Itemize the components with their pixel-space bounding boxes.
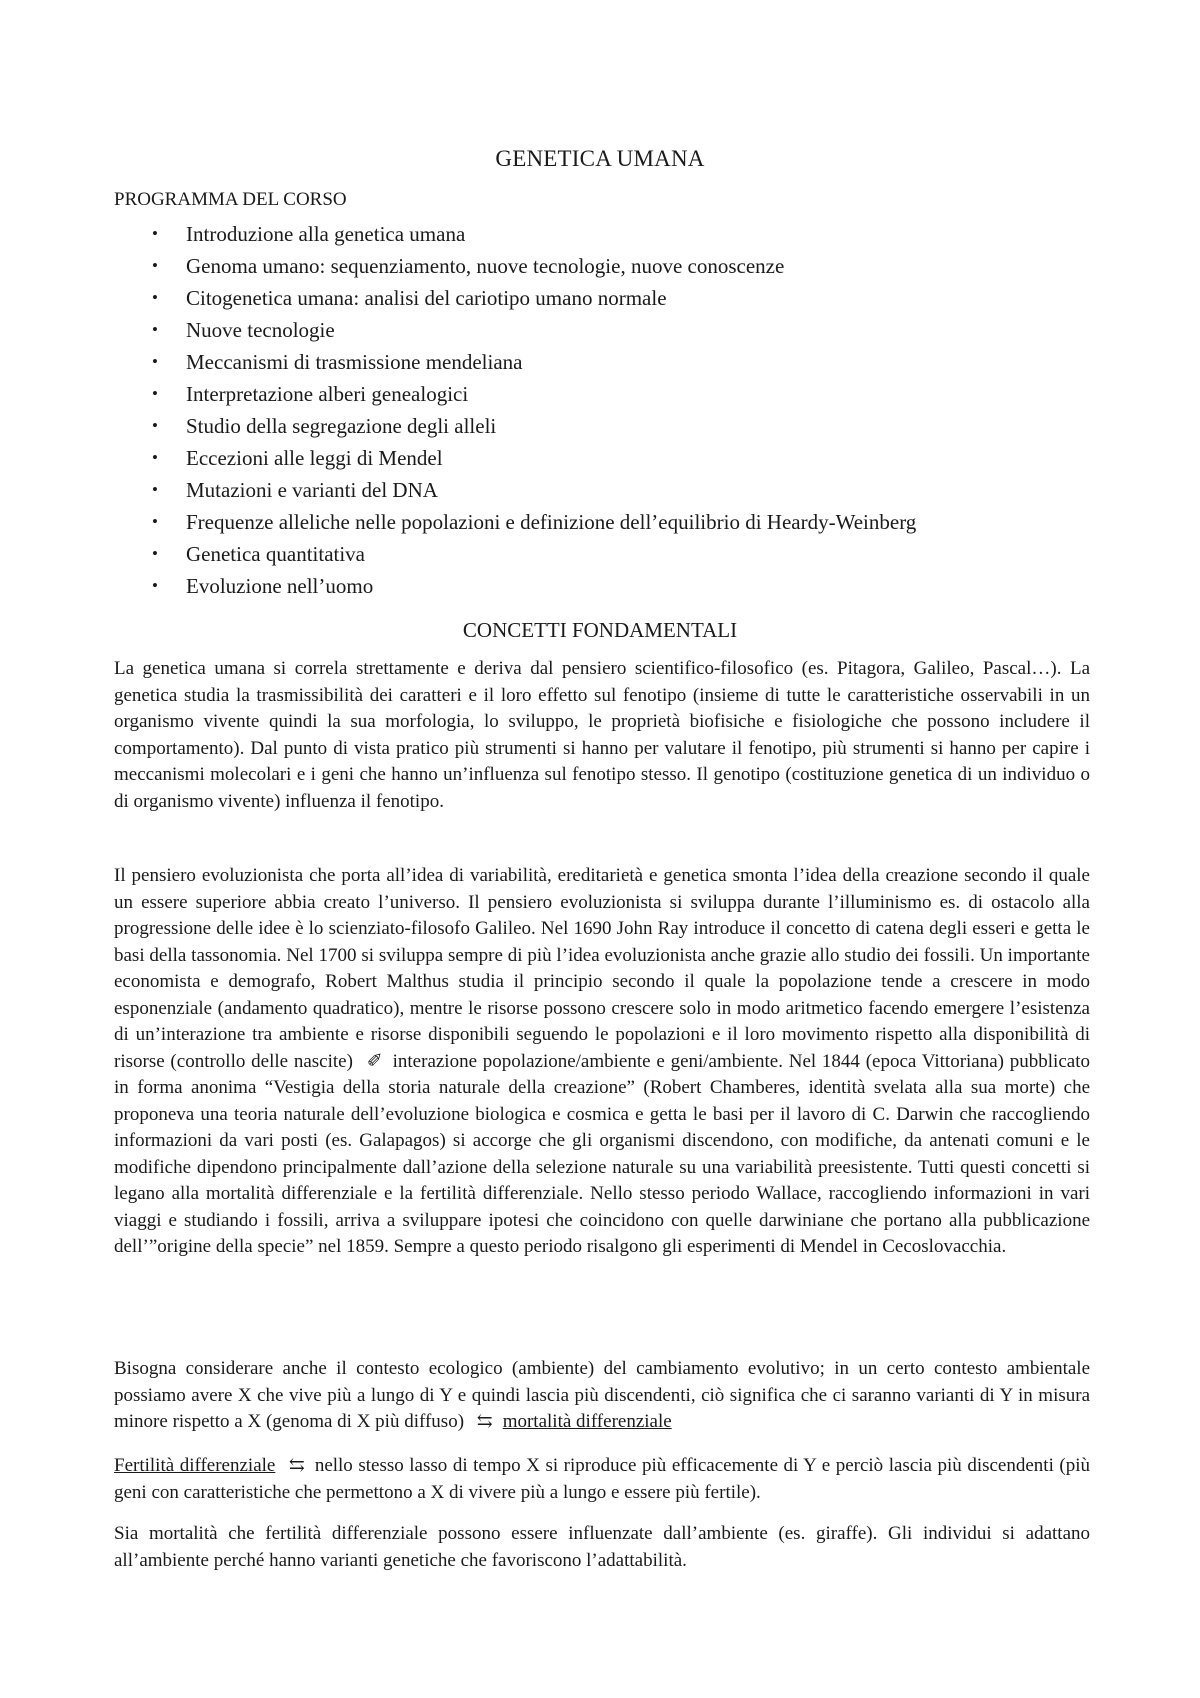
program-item-meccanismi	[114, 346, 1094, 378]
program-item-label: Introduzione alla genetica umana	[186, 222, 466, 246]
program-item-segregazione	[114, 410, 1094, 442]
bullet-icon: •	[152, 576, 158, 595]
program-item-label: Interpretazione alberi genealogici	[186, 382, 469, 406]
program-item-label: Genoma umano: sequenziamento, nuove tecnologie, nuove conoscenze	[186, 254, 785, 278]
bullet-icon: •	[152, 480, 158, 499]
paragraph-fertilita	[114, 1453, 1090, 1506]
pencil-icon: ✐	[366, 1050, 383, 1072]
bullet-icon: •	[152, 288, 158, 307]
bullet-icon: •	[152, 544, 158, 563]
program-item-label: Eccezioni alle leggi di Mendel	[186, 446, 443, 470]
program-list	[114, 218, 1094, 602]
bullet-icon: •	[152, 384, 158, 403]
paragraph-ambiente: Sia mortalità che fertilità differenziale possono essere influenzate dall’ambiente (es. giraffe). Gli individui si adattano all’ambiente perché hanno varianti genetiche che favoriscono l’adattabilità.	[114, 1523, 1090, 1571]
bullet-icon: •	[152, 256, 158, 275]
arrow-icon: ⇆	[288, 1455, 305, 1476]
bullet-icon: •	[152, 416, 158, 435]
section-title: CONCETTI FONDAMENTALI	[462, 618, 738, 642]
program-item-label: Nuove tecnologie	[186, 318, 335, 342]
program-item-label: Citogenetica umana: analisi del cariotipo umano normale	[186, 286, 667, 310]
bullet-icon: •	[152, 224, 158, 243]
program-item-quantitativa	[114, 538, 1094, 570]
bullet-icon: •	[152, 448, 158, 467]
program-item-label: Mutazioni e varianti del DNA	[186, 478, 438, 502]
paragraph-evoluzione-part-a: Il pensiero evoluzionista che porta all’idea di variabilità, ereditarietà e genetica smonta l’idea della creazione secondo il quale un essere superiore abbia creato l’universo. Il pensiero evoluzionista si sviluppa durante l’illuminismo es. di ostacolo alla progressione delle idee è lo scienziato-filosofo Galileo. Nel 1690 John Ray introduce il concetto di catena degli esseri e getta le basi della tassonomia. Nel 1700 si sviluppa sempre di più l’idea evoluzionista anche grazie allo studio dei fossili. Un importante economista e demografo, Robert Malthus studia il principio secondo il quale la popolazione tende a crescere in modo esponenziale (andamento quadratico), mentre le risorse possono crescere solo in modo aritmetico facendo emergere l’esistenza di un’interazione tra ambiente e risorse disponibili seguendo le popolazioni e il loro movimento rispetto alla disponibilità di risorse (controllo delle nascite)	[114, 865, 1090, 1072]
bullet-icon: •	[152, 352, 158, 371]
program-item-evoluzione	[114, 570, 1094, 602]
program-item-label: Meccanismi di trasmissione mendeliana	[186, 350, 523, 374]
term-fertilita-differenziale: Fertilità differenziale	[114, 1455, 276, 1476]
paragraph-intro: La genetica umana si correla strettamente e deriva dal pensiero scientifico-filosofico (es. Pitagora, Galileo, Pascal…). La genetica studia la trasmissibilità dei caratteri e il loro effetto sul fenotipo (insieme di tutte le caratteristiche osservabili in un organismo vivente quindi la sua morfologia, lo sviluppo, le proprietà biofisiche e fisiologiche che possono includere il comportamento). Dal punto di vista pratico più strumenti si hanno per valutare il fenotipo, più strumenti si hanno per capire i meccanismi molecolari e i geni che hanno un’influenza sul fenotipo stesso. Il genotipo (costituzione genetica di un individuo o di organismo vivente) influenza il fenotipo.	[114, 658, 1090, 812]
program-item-mutazioni	[114, 474, 1094, 506]
program-item-label: Evoluzione nell’uomo	[186, 574, 374, 598]
paragraph-contesto-text: Bisogna considerare anche il contesto ecologico (ambiente) del cambiamento evolutivo; in un certo contesto ambientale possiamo avere X che vive più a lungo di Y e quindi lascia più discendenti, ciò significa che ci saranno varianti di Y in misura minore rispetto a X (genoma di X più diffuso)	[114, 1358, 1090, 1432]
paragraph-evoluzione-part-b: interazione popolazione/ambiente e geni/ambiente. Nel 1844 (epoca Vittoriana) pubblicato in forma anonima “Vestigia della storia naturale della creazione” (Robert Chamberes, identità svelata alla sua morte) che proponeva una teoria naturale dell’evoluzione biologica e cosmica e getta le basi per il lavoro di C. Darwin che raccogliendo informazioni da vari posti (es. Galapagos) si accorge che gli organismi discendono, con modifiche, da antenati comuni e le modifiche dipendono principalmente dall’azione della selezione naturale su una variabilità preesistente. Tutti questi concetti si legano alla mortalità differenziale e la fertilità differenziale. Nello stesso periodo Wallace, raccogliendo informazioni in vari viaggi e studiando i fossili, arriva a sviluppare ipotesi che coincidono con quelle darwiniane che portano alla pubblicazione dell’”origine della specie” nel 1859. Sempre a questo periodo risalgono gli esperimenti di Mendel in Cecoslovacchia.	[114, 1050, 1090, 1257]
arrow-icon: ⇆	[476, 1411, 493, 1432]
bullet-icon: •	[152, 512, 158, 531]
program-item-nuove-tecnologie	[114, 314, 1094, 346]
paragraph-evoluzione	[114, 863, 1090, 1261]
paragraph-contesto	[114, 1356, 1090, 1436]
program-item-label: Frequenze alleliche nelle popolazioni e definizione dell’equilibrio di Heardy-Weinberg	[186, 510, 917, 534]
bullet-icon: •	[152, 320, 158, 339]
program-item-label: Studio della segregazione degli alleli	[186, 414, 497, 438]
program-item-citogenetica	[114, 282, 1094, 314]
page-title: GENETICA UMANA	[495, 146, 705, 171]
program-item-frequenze	[114, 506, 1094, 538]
program-item-eccezioni	[114, 442, 1094, 474]
term-mortalita-differenziale: mortalità differenziale	[502, 1411, 672, 1432]
program-heading: PROGRAMMA DEL CORSO	[114, 189, 347, 210]
program-item-label: Genetica quantitativa	[186, 542, 366, 566]
program-item-alberi	[114, 378, 1094, 410]
paragraph-fertilita-text: nello stesso lasso di tempo X si riproduce più efficacemente di Y e perciò lascia più discendenti (più geni con caratteristiche che permettono a X di vivere più a lungo e essere più fertile).	[114, 1455, 1091, 1503]
program-item-introduzione	[114, 218, 1094, 250]
program-item-genoma	[114, 250, 1094, 282]
